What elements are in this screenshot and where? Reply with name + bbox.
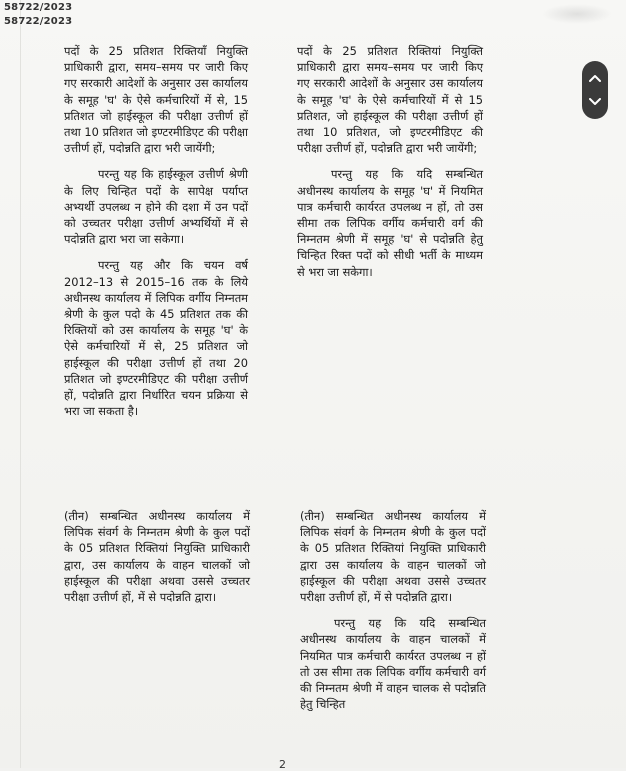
left-column-bottom (64, 508, 250, 615)
right-para-3: (तीन) सम्बन्धित अधीनस्थ कार्यालय में लिपिक संवर्ग के निम्नतम श्रेणी के कुल पदों के 05 प्रतिशत रिक्तियां नियुक्ति प्राधिकारी द्वारा उस कार्यालय के वाहन चालकों जो हाईस्कूल की परीक्षा अथवा उससे उच्चतर परीक्षा उत्तीर्ण हों, में से पदोन्नति द्वारा। (300, 509, 486, 605)
right-column-bottom (300, 508, 486, 722)
right-para-1: पदों के 25 प्रतिशत रिक्तियां नियुक्ति प्राधिकारी द्वारा समय–समय पर जारी किए गए सरकारी आदेशों के अनुसार उस कार्यालय के समूह 'घ' के ऐसे कर्मचारियों में से 15 प्रतिशत, जो हाईस्कूल की परीक्षा उत्तीर्ण हों तथा 10 प्रतिशत, जो इण्टरमीडिएट की परीक्षा उत्तीर्ण हों, पदोन्नति द्वारा भरी जायेंगी; (297, 44, 483, 156)
left-para-3: परन्तु यह और कि चयन वर्ष 2012–13 से 2015–16 तक के लिये अधीनस्थ कार्यालय में लिपिक वर्गीय निम्नतम श्रेणी के कुल पदो के 45 प्रतिशत तक की रिक्तियों को उस कार्यालय के समूह 'घ' के ऐसे कर्मचारियों में से, 25 प्रतिशत जो हाईस्कूल की परीक्षा उत्तीर्ण हों तथा 20 प्रतिशत जो इण्टरमीडिएट की परीक्षा उत्तीर्ण हों, पदोन्नति द्वारा निर्धारित चयन प्रक्रिया से भरा जा सकता है। (64, 258, 248, 419)
scan-smudge (542, 4, 612, 24)
diary-number: 58722/2023 (4, 2, 73, 13)
scroll-down-button[interactable] (582, 89, 608, 115)
scroll-up-button[interactable] (582, 65, 608, 91)
left-para-4: (तीन) सम्बन्धित अधीनस्थ कार्यालय में लिपिक संवर्ग के निम्नतम श्रेणी के कुल पदों के 05 प्रतिशत रिक्तियां नियुक्ति प्राधिकारी द्वारा, उस कार्यालय के वाहन चालकों जो हाईस्कूल की परीक्षा अथवा उससे उच्चतर परीक्षा उत्तीर्ण हों, में से पदोन्नति द्वारा। (64, 509, 250, 605)
chevron-up-icon (589, 74, 601, 82)
page-edge (20, 0, 21, 768)
left-para-2: परन्तु यह कि हाईस्कूल उत्तीर्ण श्रेणी के लिए चिन्हित पदों के सापेक्ष पर्याप्त अभ्यर्थी उपलब्ध न होने की दशा में उन पदों को उच्चतर परीक्षा उत्तीर्ण अभ्यर्थियों में से पदोन्नति द्वारा भरा जा सकेगा। (64, 167, 248, 247)
chevron-down-icon (589, 98, 601, 106)
right-para-4: परन्तु यह कि यदि सम्बन्धित अधीनस्थ कार्यालय के वाहन चालकों में नियमित पात्र कर्मचारी कार्यरत उपलब्ध न हों तो उस सीमा तक लिपिक वर्गीय कर्मचारी वर्ग की निम्नतम श्रेणी में वाहन चालक से पदोन्नति हेतु चिन्हित (300, 616, 486, 712)
right-para-2: परन्तु यह कि यदि सम्बन्धित अधीनस्थ कार्यालय के समूह 'घ' में नियमित पात्र कर्मचारी कार्यरत उपलब्ध न हों, तो उस सीमा तक लिपिक वर्गीय कर्मचारी वर्ग की निम्नतम श्रेणी में समूह 'घ' से पदोन्नति हेतु चिन्हित रिक्त पदों को सीधी भर्ती के माध्यम से भरा जा सकेगा। (297, 167, 483, 279)
diary-number-duplicate: 58722/2023 (4, 16, 73, 27)
left-para-1: पदों के 25 प्रतिशत रिक्तियाँ नियुक्ति प्राधिकारी द्वारा, समय–समय पर जारी किए गए सरकारी आदेशों के अनुसार उस कार्यालय के समूह 'घ' के ऐसे कर्मचारियों में से, 15 प्रतिशत जो हाईस्कूल की परीक्षा उत्तीर्ण हों तथा 10 प्रतिशत जो इण्टरमीडिएट की परीक्षा उत्तीर्ण हों, पदोन्नति द्वारा भरी जायेंगी; (64, 44, 248, 156)
page-scroll-control (582, 61, 608, 119)
right-column-top (297, 43, 483, 290)
left-column-top (64, 43, 248, 429)
page-number: 2 (279, 758, 286, 771)
